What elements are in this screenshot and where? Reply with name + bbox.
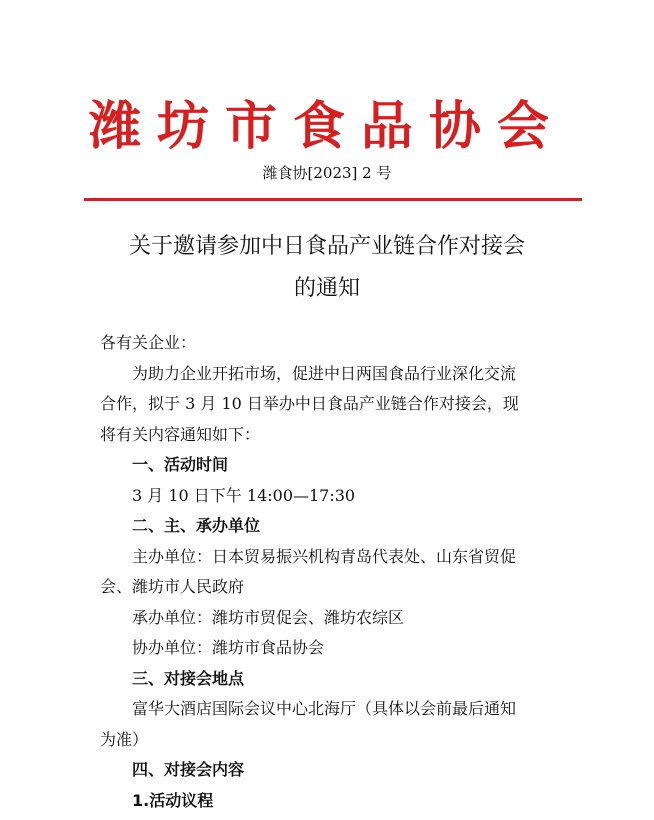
notice-title (0, 226, 654, 310)
intro-line-3: 将有关内容通知如下： (100, 424, 261, 444)
section-2-heading: 二、主、承办单位 (132, 516, 261, 535)
document-number: 潍食协[2023] 2 号 (262, 164, 392, 182)
host-line-1: 主办单位：日本贸易振兴机构青岛代表处、山东省贸促 (132, 546, 517, 566)
section-3-heading: 三、对接会地点 (132, 668, 245, 688)
notice-body (100, 328, 560, 816)
host-line-2: 会、潍坊市人民政府 (100, 577, 245, 596)
organizer-line: 承办单位：潍坊市贸促会、潍坊农综区 (132, 607, 405, 627)
notice-title-line-1: 关于邀请参加中日食品产业链合作对接会 (128, 234, 525, 259)
org-title: 潍坊市食品协会 (88, 96, 565, 157)
section-1-heading: 一、活动时间 (132, 455, 229, 474)
section-4-heading: 四、对接会内容 (132, 760, 245, 779)
intro-line-1: 为助力企业开拓市场，促进中日两国食品行业深化交流 (132, 363, 517, 383)
co-organizer-line: 协办单位：潍坊市食品协会 (132, 638, 325, 657)
intro-line-2: 合作，拟于 3 月 10 日举办中日食品产业链合作对接会，现 (100, 394, 519, 413)
section-1-text: 3 月 10 日下午 14:00—17:30 (132, 485, 356, 505)
notice-title-line-2: 的通知 (293, 276, 360, 301)
salutation: 各有关企业： (100, 333, 197, 352)
venue-line-2: 为准） (100, 729, 149, 749)
venue-line-1: 富华大酒店国际会议中心北海厅（具体以会前最后通知 (132, 699, 517, 718)
item-1-heading: 1.活动议程 (132, 790, 214, 810)
red-divider (84, 198, 582, 201)
